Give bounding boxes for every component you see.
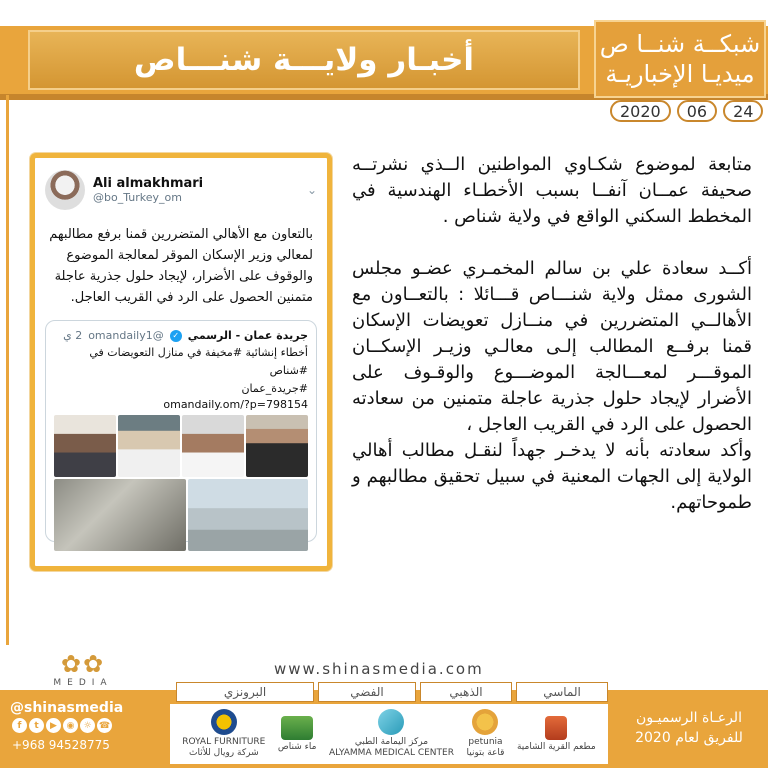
article-paragraph-3: وأكد سعادته بأنه لا يدخـر جهداً لنقـل مطالب أهالي الولاية إلى الجهات المعنية في سبيل تحقيق مطالبهم و طموحاتهم.	[352, 440, 752, 513]
sponsor-petunia	[467, 709, 505, 759]
page-title: أخبـار ولايـــة شنـــاص	[133, 42, 475, 78]
date-month: 06	[677, 100, 717, 122]
logo-word: MEDIA	[53, 678, 113, 688]
restaurant-logo-icon	[545, 716, 567, 740]
sponsor-name-ar: قاعة بتونيا	[466, 748, 505, 758]
sponsor-label-line2: للفريق لعام 2020	[635, 730, 743, 746]
sponsor-name-ar: ماء شناص	[277, 741, 317, 752]
quoted-tweet-age: 2 ي	[63, 329, 83, 342]
social-handle: @shinasmedia	[10, 700, 124, 716]
logo-glyph-icon: ✿✿	[60, 650, 106, 678]
tier-bronze: البرونزي	[176, 682, 314, 702]
sponsor-royal-furniture	[182, 709, 265, 759]
whatsapp-icon: ☎	[97, 718, 112, 733]
royal-furniture-logo-icon	[211, 709, 237, 735]
sponsor-shamia-restaurant	[517, 716, 596, 753]
youtube-icon: ▶	[46, 718, 61, 733]
tier-diamond: الماسي	[516, 682, 608, 702]
instagram-icon: ◉	[63, 718, 78, 733]
brand-name-line1: شبكــة شنــا ص	[599, 30, 761, 58]
quoted-tweet-header	[54, 329, 308, 342]
photo-thumbnail	[54, 479, 186, 551]
tweet-author-name: Ali almakhmari	[93, 176, 204, 191]
phone-number: +968 94528775	[12, 738, 110, 752]
sponsor-name-en: ALYAMMA MEDICAL CENTER	[328, 748, 454, 758]
quoted-photo-row-2	[54, 479, 308, 551]
sponsor-name-ar: مطعم القرية الشامية	[516, 741, 596, 752]
photo-thumbnail	[54, 415, 116, 477]
tweet-text: بالتعاون مع الأهالي المتضررين قمنا برفع مطالبهم لمعالي وزير الإسكان الموقر لمعالجة الموضوع والوقوف على الأضرار، لإيجاد حلول جذرية عاجلة متمنين الحصول على الرد في القريب العاجل.	[49, 227, 313, 305]
tweet-card	[30, 153, 332, 571]
sponsor-tiers	[176, 682, 608, 702]
sponsor-maa-shinas	[278, 716, 317, 753]
header-title-box	[28, 30, 580, 90]
quoted-tweet	[45, 320, 317, 542]
facebook-icon: f	[12, 718, 27, 733]
quoted-tweet-line1: أخطاء إنشائية #مخيفة في منازل التعويضات في	[89, 346, 308, 359]
photo-thumbnail	[118, 415, 180, 477]
sponsor-logos	[170, 704, 608, 764]
alyamma-logo-icon	[378, 709, 404, 735]
sponsor-alyamma-medical	[329, 709, 454, 759]
maa-shinas-logo-icon	[281, 716, 313, 740]
left-divider	[6, 95, 9, 645]
sponsor-name-ar: مركز اليمامة الطبي	[354, 737, 429, 747]
article-paragraph-1: متابعة لموضوع شكـاوي المواطنين الــذي نشرتــه صحيفة عمــان آنفــا بسبب الأخطـاء الهندسية في المخطط السكني الواقع في ولاية شناص .	[352, 154, 752, 227]
quoted-author-name: جريدة عمان - الرسمي	[187, 329, 308, 342]
avatar	[45, 170, 85, 210]
brand-logo-box	[594, 20, 766, 98]
quoted-tweet-line3: #جريدة_عمان	[241, 382, 308, 395]
media-logo	[38, 650, 128, 692]
verified-icon: ✓	[170, 330, 182, 342]
photo-thumbnail	[246, 415, 308, 477]
tier-gold: الذهبي	[420, 682, 512, 702]
article-paragraph-2: أكــد سعادة علي بن سالم المخمـري عضـو مجلس الشورى ممثل ولاية شنـــاص قـــائلا : بالتعــاون مع الأهالــي المتضررين في منــازل تعويضات الإسكان قمنا برفــع المطالب إلـى معالـي وزيـر الإسكــان الموقـــر لمعـــالجة الموضـــوع والوقـوف على الأضرار لإيجاد حلول جذرية عاجلة متمنين من سعادته الحصول على الرد في القريب العاجل ،	[352, 258, 752, 435]
tweet-author-handle: @bo_Turkey_om	[93, 191, 182, 204]
quoted-photo-row	[54, 415, 308, 477]
photo-thumbnail	[182, 415, 244, 477]
snapchat-icon: ☼	[80, 718, 95, 733]
tweet-header	[45, 168, 317, 212]
sponsor-name-en: petunia	[468, 737, 503, 747]
photo-thumbnail	[188, 479, 308, 551]
date-display	[610, 100, 763, 122]
quoted-tweet-link: omandaily.om/?p=798154	[163, 398, 308, 411]
brand-name-line2: ميديـا الإخباريـة	[605, 60, 755, 88]
quoted-author-handle: @omandaily1	[88, 329, 164, 342]
sponsor-name-ar: شركة رويال للأثاث	[188, 748, 259, 758]
date-day: 24	[723, 100, 763, 122]
official-sponsors-label	[614, 708, 764, 748]
sponsor-name-en: ROYAL FURNITURE	[182, 737, 266, 747]
sponsor-label-line1: الرعـاة الرسميـون	[636, 710, 742, 726]
site-url[interactable]: www.shinasmedia.com	[274, 660, 484, 678]
article-body	[352, 152, 752, 516]
tier-silver: الفضي	[318, 682, 416, 702]
social-icons	[12, 718, 112, 733]
petunia-logo-icon	[472, 709, 498, 735]
quoted-tweet-line2: #شناص	[269, 364, 308, 377]
twitter-icon: t	[29, 718, 44, 733]
date-year: 2020	[610, 100, 671, 122]
chevron-down-icon: ⌄	[306, 183, 317, 197]
